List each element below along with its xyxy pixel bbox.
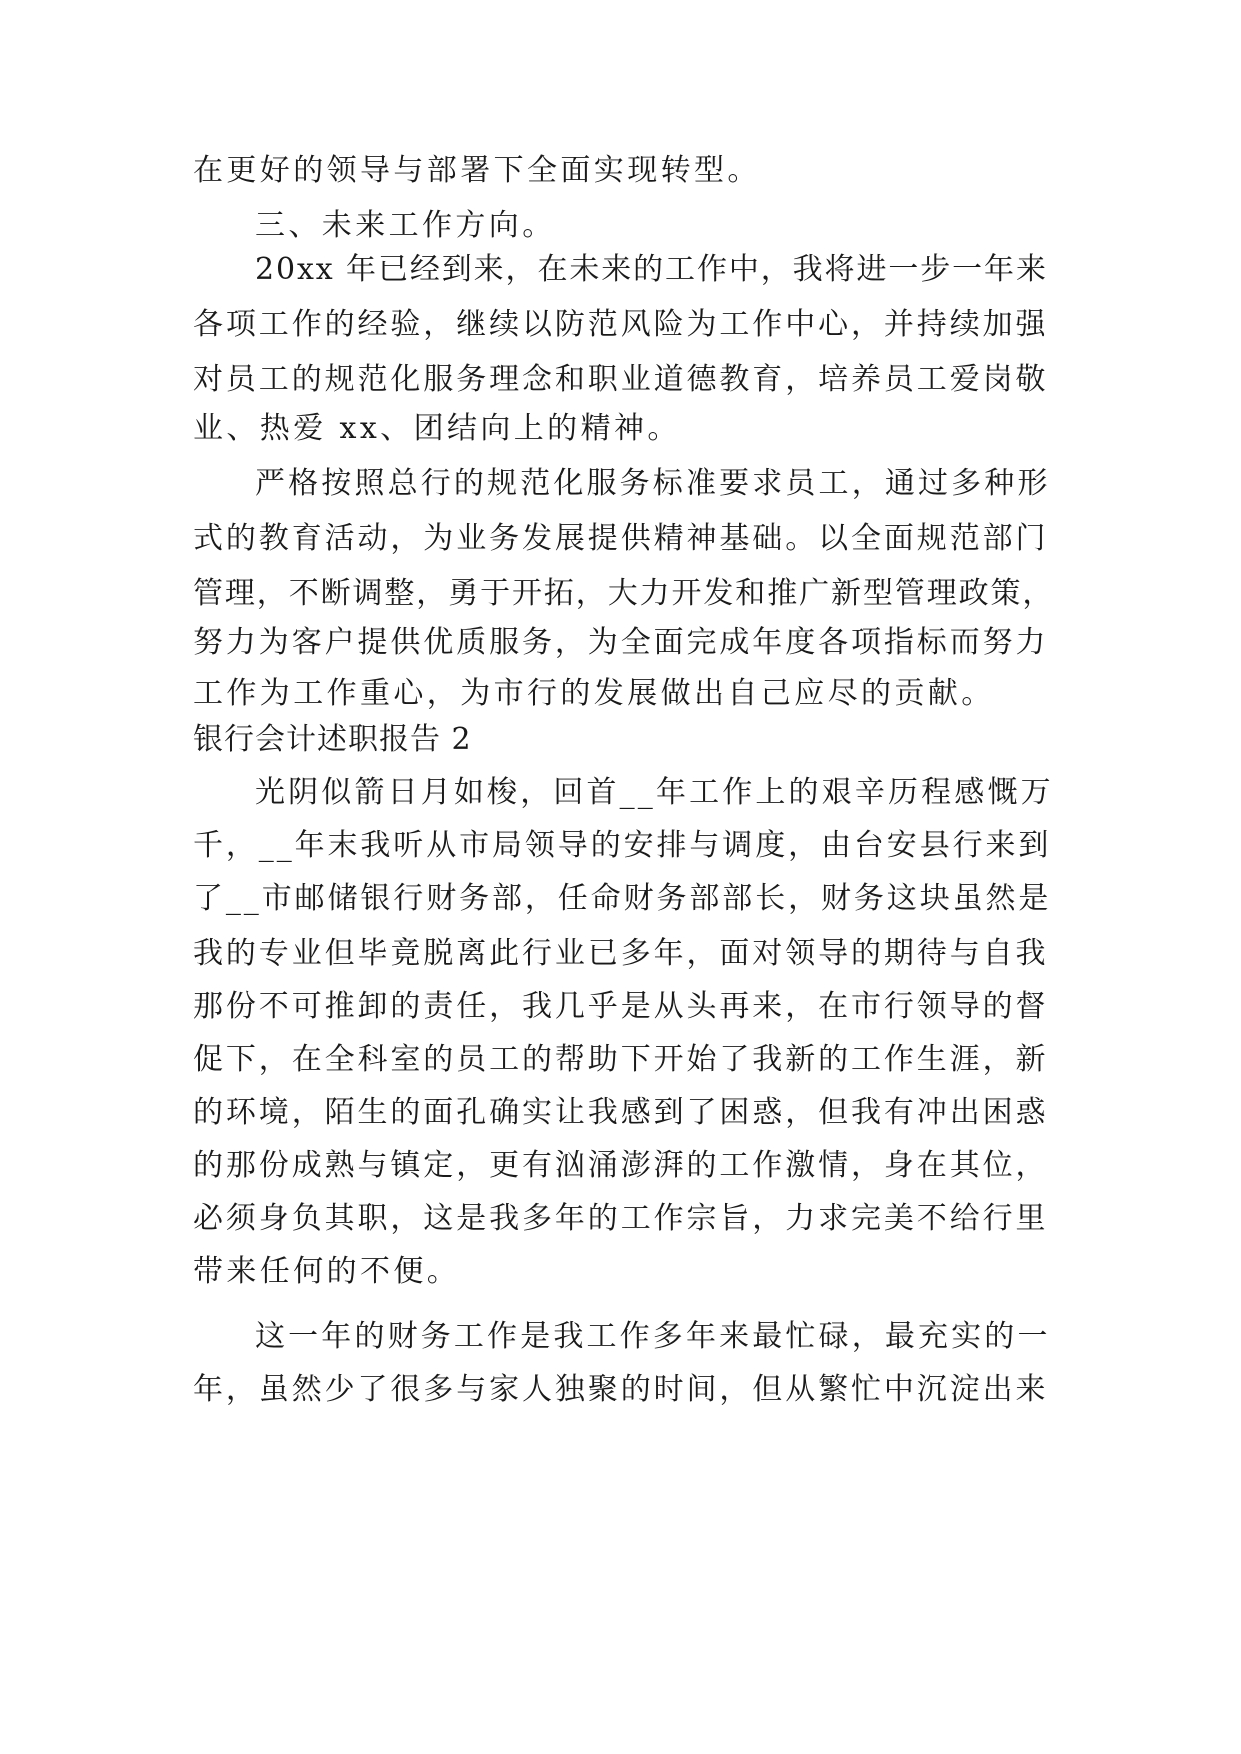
paragraph-line: 各项工作的经验，继续以防范风险为工作中心，并持续加强 <box>193 307 1049 342</box>
paragraph-line: 那份不可推卸的责任，我几乎是从头再来，在市行领导的督 <box>193 989 1049 1024</box>
paragraph-line: 式的教育活动，为业务发展提供精神基础。以全面规范部门 <box>193 521 1049 556</box>
paragraph-line: 对员工的规范化服务理念和职业道德教育，培养员工爱岗敬 <box>193 362 1049 397</box>
section-heading: 三、未来工作方向。 <box>255 208 556 243</box>
paragraph-line: 业、热爱 xx、团结向上的精神。 <box>193 411 681 446</box>
paragraph-line: 我的专业但毕竟脱离此行业已多年，面对领导的期待与自我 <box>193 936 1049 971</box>
paragraph-line: 了__市邮储银行财务部，任命财务部部长，财务这块虽然是 <box>193 881 1052 916</box>
paragraph-line: 这一年的财务工作是我工作多年来最忙碌，最充实的一 <box>255 1319 1051 1354</box>
paragraph-line: 光阴似箭日月如梭，回首__年工作上的艰辛历程感慨万 <box>255 775 1054 810</box>
paragraph-line: 促下，在全科室的员工的帮助下开始了我新的工作生涯，新 <box>193 1042 1049 1077</box>
paragraph-line: 工作为工作重心，为市行的发展做出自己应尽的贡献。 <box>193 676 995 711</box>
paragraph-line: 的那份成熟与镇定，更有汹涌澎湃的工作激情，身在其位， <box>193 1148 1049 1183</box>
paragraph-line: 在更好的领导与部署下全面实现转型。 <box>193 153 761 188</box>
paragraph-line: 的环境，陌生的面孔确实让我感到了困惑，但我有冲出困惑 <box>193 1095 1049 1130</box>
paragraph-line: 年，虽然少了很多与家人独聚的时间，但从繁忙中沉淀出来 <box>193 1372 1049 1407</box>
paragraph-line: 千，__年末我听从市局领导的安排与调度，由台安县行来到 <box>193 828 1052 863</box>
report-title: 银行会计述职报告 2 <box>193 722 472 757</box>
paragraph-line: 努力为客户提供优质服务，为全面完成年度各项指标而努力 <box>193 625 1049 660</box>
paragraph-line: 管理，不断调整，勇于开拓，大力开发和推广新型管理政策， <box>193 576 1055 611</box>
paragraph-line: 严格按照总行的规范化服务标准要求员工，通过多种形 <box>255 466 1051 501</box>
paragraph-line: 必须身负其职，这是我多年的工作宗旨，力求完美不给行里 <box>193 1201 1049 1236</box>
paragraph-line: 带来任何的不便。 <box>193 1254 461 1289</box>
paragraph-line: 20xx 年已经到来，在未来的工作中，我将进一步一年来 <box>255 252 1048 287</box>
